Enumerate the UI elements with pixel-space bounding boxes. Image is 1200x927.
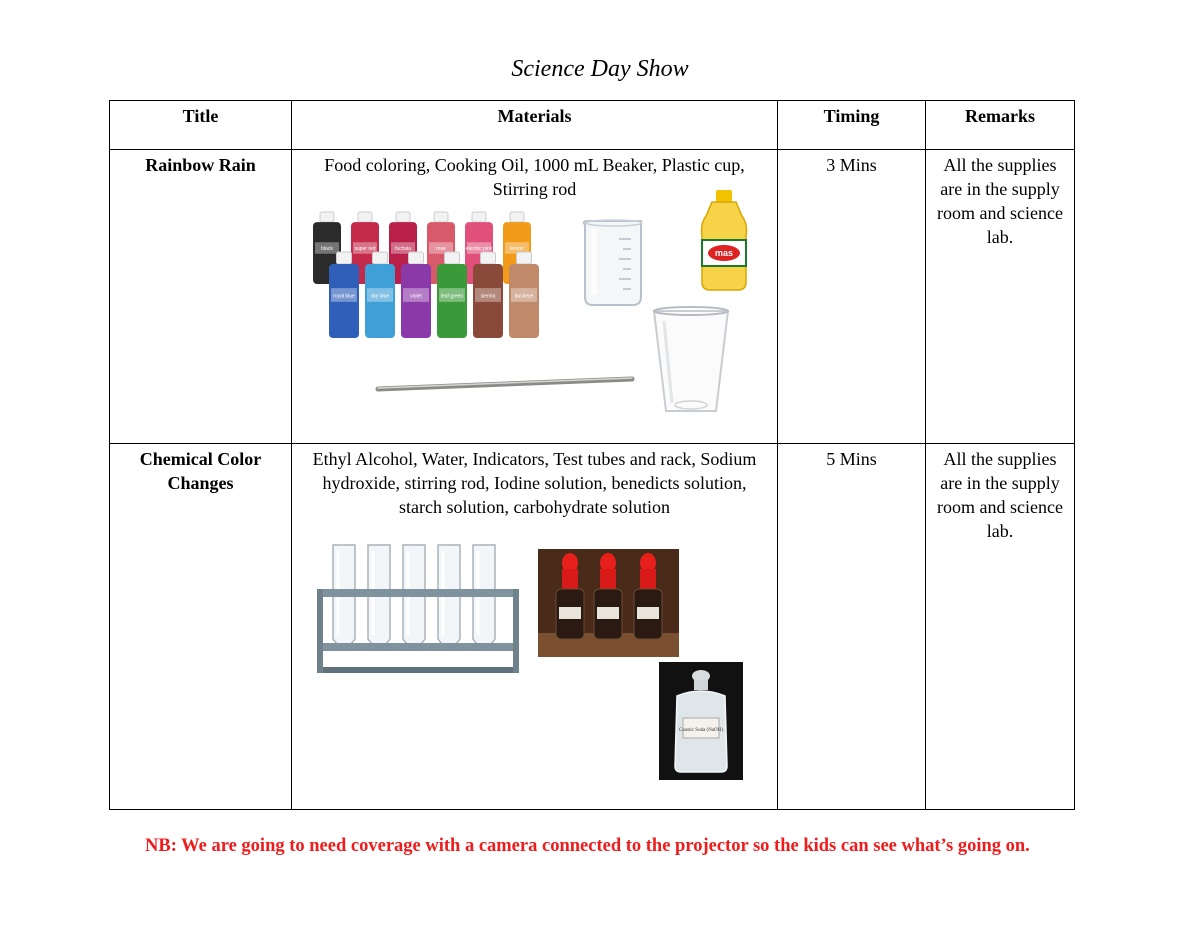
note-text: NB: We are going to need coverage with a camera connected to the projector so the kids can see what’s going on. bbox=[145, 836, 1030, 856]
svg-text:mas: mas bbox=[714, 248, 734, 258]
food-coloring-bottle bbox=[509, 252, 539, 338]
svg-text:royal blue: royal blue bbox=[333, 293, 355, 300]
materials-text: Food coloring, Cooking Oil, 1000 mL Beaker, Plastic cup, Stirring rod bbox=[324, 155, 745, 199]
row-title: Chemical Color Changes bbox=[110, 444, 292, 810]
svg-text:fuchsia: fuchsia bbox=[395, 246, 411, 253]
svg-text:electric pink: electric pink bbox=[465, 246, 493, 253]
header-timing: Timing bbox=[778, 101, 926, 150]
svg-text:rose: rose bbox=[436, 246, 446, 253]
row-title: Rainbow Rain bbox=[110, 150, 292, 444]
plastic-cup-image bbox=[650, 305, 732, 417]
indicator-bottles-image bbox=[538, 549, 679, 657]
food-coloring-bottle bbox=[473, 252, 503, 338]
svg-text:lemon: lemon bbox=[510, 246, 524, 253]
row-timing: 3 Mins bbox=[778, 150, 926, 444]
table-row bbox=[110, 444, 1075, 810]
row-materials bbox=[292, 444, 778, 810]
food-coloring-bottle bbox=[329, 252, 359, 338]
svg-text:buckeye: buckeye bbox=[514, 293, 534, 300]
svg-text:black: black bbox=[321, 246, 333, 253]
schedule-table bbox=[109, 100, 1075, 810]
beaker-image bbox=[579, 217, 649, 309]
svg-text:Caustic Soda (NaOH): Caustic Soda (NaOH) bbox=[679, 728, 723, 733]
food-coloring-bottle bbox=[401, 252, 431, 338]
food-coloring-image bbox=[305, 208, 550, 343]
header-materials: Materials bbox=[292, 101, 778, 150]
cooking-oil-image bbox=[696, 190, 752, 292]
svg-text:leaf green: leaf green bbox=[440, 293, 464, 300]
row-remarks: All the supplies are in the supply room and science lab. bbox=[926, 150, 1075, 444]
table-header-row bbox=[110, 101, 1075, 150]
test-tube-rack-image bbox=[315, 543, 521, 675]
table-row bbox=[110, 150, 1075, 444]
header-title: Title bbox=[110, 101, 292, 150]
caustic-soda-image bbox=[659, 662, 743, 780]
materials-text: Ethyl Alcohol, Water, Indicators, Test tubes and rack, Sodium hydroxide, stirring rod, Iodine solution, benedicts solution, starch solution, carbohydrate solution bbox=[312, 449, 757, 517]
svg-text:violet: violet bbox=[410, 293, 422, 300]
row-timing: 5 Mins bbox=[778, 444, 926, 810]
header-remarks: Remarks bbox=[926, 101, 1075, 150]
row-materials bbox=[292, 150, 778, 444]
row-remarks: All the supplies are in the supply room and science lab. bbox=[926, 444, 1075, 810]
svg-text:sky blue: sky blue bbox=[370, 293, 390, 300]
svg-text:super red: super red bbox=[354, 246, 376, 253]
svg-text:sienna: sienna bbox=[480, 293, 496, 300]
food-coloring-bottle bbox=[365, 252, 395, 338]
document-title: Science Day Show bbox=[511, 56, 689, 82]
stirring-rod-image bbox=[374, 375, 638, 393]
food-coloring-bottle bbox=[437, 252, 467, 338]
